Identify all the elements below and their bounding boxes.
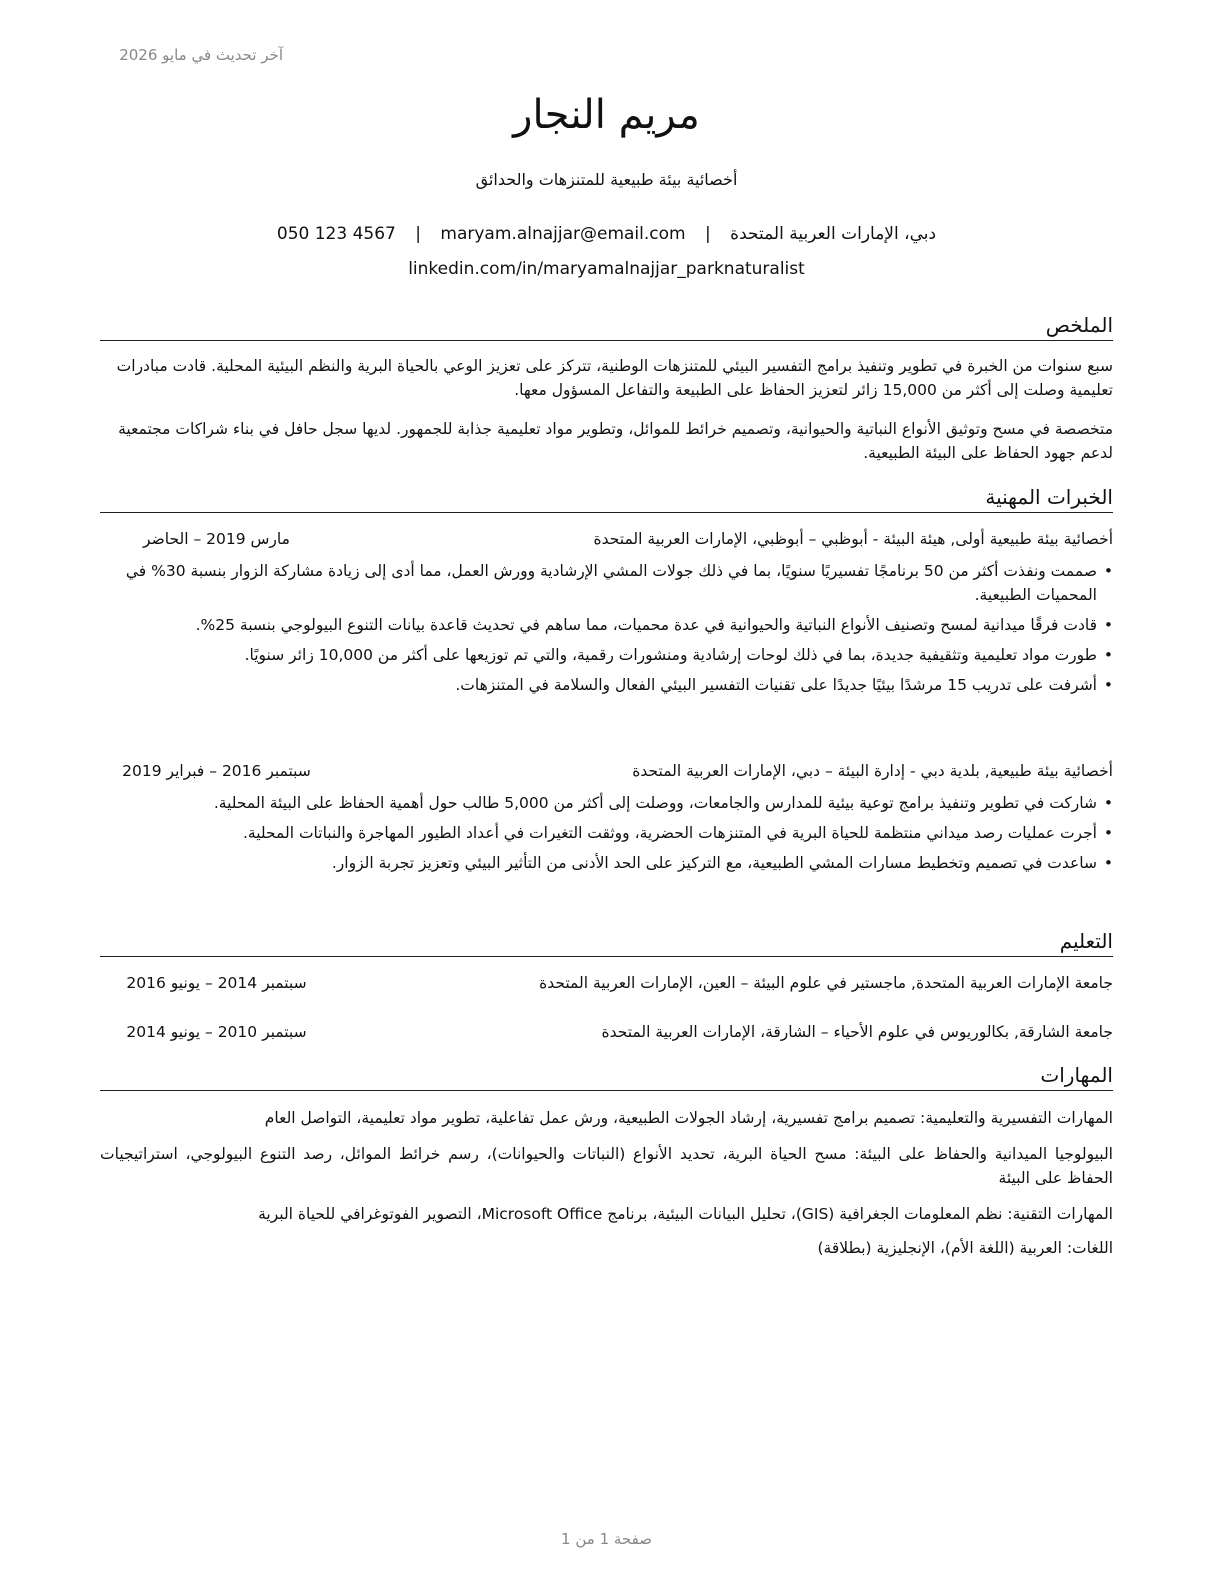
skill-line: البيولوجيا الميدانية والحفاظ على البيئة: مسح الحياة البرية، تحديد الأنواع (النباتات والحيوانات)، رسم خرائط الموائل، رصد التنوع البيولوجي، استراتيجيات الحفاظ على البيئة (100, 1145, 1113, 1187)
section-title-education: التعليم (100, 928, 1113, 957)
candidate-title: أخصائية بيئة طبيعية للمتنزهات والحدائق (475, 170, 738, 189)
education-date: سبتمبر 2014 – يونيو 2016 (126, 974, 307, 992)
job-location: – أبوظبي، الإمارات العربية المتحدة (593, 530, 822, 548)
job-org (632, 760, 1113, 782)
contact-email[interactable]: maryam.alnajjar@email.com (440, 224, 686, 244)
education-text: جامعة الشارقة, بكالوريوس في علوم الأحياء – الشارقة، الإمارات العربية المتحدة (601, 1023, 1113, 1041)
job-bullets (100, 791, 1113, 881)
job-bullet: • أشرفت على تدريب 15 مرشدًا بيئيًا جديدًا على تقنيات التفسير البيئي الفعال والسلامة في المتنزهات. (100, 673, 1113, 697)
job-date: مارس 2019 – الحاضر (143, 530, 290, 548)
contact-linkedin-line (100, 259, 1113, 279)
job-bullets (100, 559, 1113, 703)
job-bullet: • قادت فرقًا ميدانية لمسح وتصنيف الأنواع النباتية والحيوانية في عدة محميات، مما ساهم في تحديث قاعدة بيانات التنوع البيولوجي بنسبة 25%. (100, 613, 1113, 637)
job-org (594, 528, 1114, 550)
job-bullet: • شاركت في تطوير وتنفيذ برامج توعية بيئية للمدارس والجامعات، ووصلت إلى أكثر من 5,000 طالب حول أهمية الحفاظ على البيئة المحلية. (100, 791, 1113, 815)
contact-phone: 050 123 4567 (276, 224, 396, 244)
job-bullet: • صممت ونفذت أكثر من 50 برنامجًا تفسيريًا سنويًا، بما في ذلك جولات المشي الإرشادية وورش العمل، مما أدى إلى زيادة مشاركة الزوار بنسبة 30% في المحميات الطبيعية. (100, 559, 1113, 607)
job-org-name: أخصائية بيئة طبيعية, بلدية دبي - إدارة البيئة (837, 762, 1113, 780)
skill-line: المهارات التفسيرية والتعليمية: تصميم برامج تفسيرية، إرشاد الجولات الطبيعية، ورش عمل تفاعلية، تطوير مواد تعليمية، التواصل العام (264, 1109, 1113, 1127)
job-bullet: • طورت مواد تعليمية وتثقيفية جديدة، بما في ذلك لوحات إرشادية ومنشورات رقمية، والتي تم توزيعها على أكثر من 10,000 زائر سنويًا. (100, 643, 1113, 667)
education-text: جامعة الإمارات العربية المتحدة, ماجستير في علوم البيئة – العين، الإمارات العربية المتحدة (539, 974, 1113, 992)
contact-location: دبي، الإمارات العربية المتحدة (730, 224, 937, 244)
contact-separator: | (415, 224, 421, 244)
contact-separator: | (705, 224, 711, 244)
skill-line: المهارات التقنية: نظم المعلومات الجغرافية (GIS)، تحليل البيانات البيئية، برنامج Microsoft Office، التصوير الفوتوغرافي للحياة البرية (258, 1205, 1113, 1223)
section-title-skills: المهارات (100, 1062, 1113, 1091)
summary-paragraph-1: سبع سنوات من الخبرة في تطوير وتنفيذ برامج التفسير البيئي للمتنزهات الوطنية، تتركز على تعزيز الوعي بالحياة البرية والنظم البيئية المحلية. قادت مبادرات تعليمية وصلت إلى أكثر من 15,000 زائر لتعزيز الحفاظ على الطبيعة والتفاعل المسؤول معها. (116, 357, 1113, 399)
job-bullet: • ساعدت في تصميم وتخطيط مسارات المشي الطبيعية، مع التركيز على الحد الأدنى من التأثير البيئي وتعزيز تجربة الزوار. (100, 851, 1113, 875)
page-number: صفحة 1 من 1 (561, 1530, 652, 1548)
job-location: – دبي، الإمارات العربية المتحدة (632, 762, 838, 780)
summary-paragraph-2: متخصصة في مسح وتوثيق الأنواع النباتية والحيوانية، وتصميم خرائط للموائل، وتطوير مواد تعليمية جذابة للجمهور. لديها سجل حافل في بناء شراكات مجتمعية لدعم جهود الحفاظ على البيئة الطبيعية. (118, 420, 1113, 462)
skill-line: اللغات: العربية (اللغة الأم)، الإنجليزية (بطلاقة) (817, 1239, 1113, 1257)
contact-linkedin[interactable]: linkedin.com/in/maryamalnajjar_parknaturalist (408, 259, 805, 279)
job-date: سبتمبر 2016 – فبراير 2019 (122, 762, 311, 780)
contact-line (100, 224, 1113, 244)
section-title-experience: الخبرات المهنية (100, 484, 1113, 513)
last-updated: آخر تحديث في مايو 2026 (119, 46, 283, 64)
resume-page (100, 0, 1113, 1584)
education-date: سبتمبر 2010 – يونيو 2014 (126, 1023, 307, 1041)
job-bullet: • أجرت عمليات رصد ميداني منتظمة للحياة البرية في المتنزهات الحضرية، ووثقت التغيرات في أعداد الطيور المهاجرة والنباتات المحلية. (100, 821, 1113, 845)
section-title-summary: الملخص (100, 312, 1113, 341)
candidate-name: مريم النجار (513, 92, 700, 138)
job-org-name: أخصائية بيئة طبيعية أولى, هيئة البيئة - أبوظبي (821, 530, 1113, 548)
